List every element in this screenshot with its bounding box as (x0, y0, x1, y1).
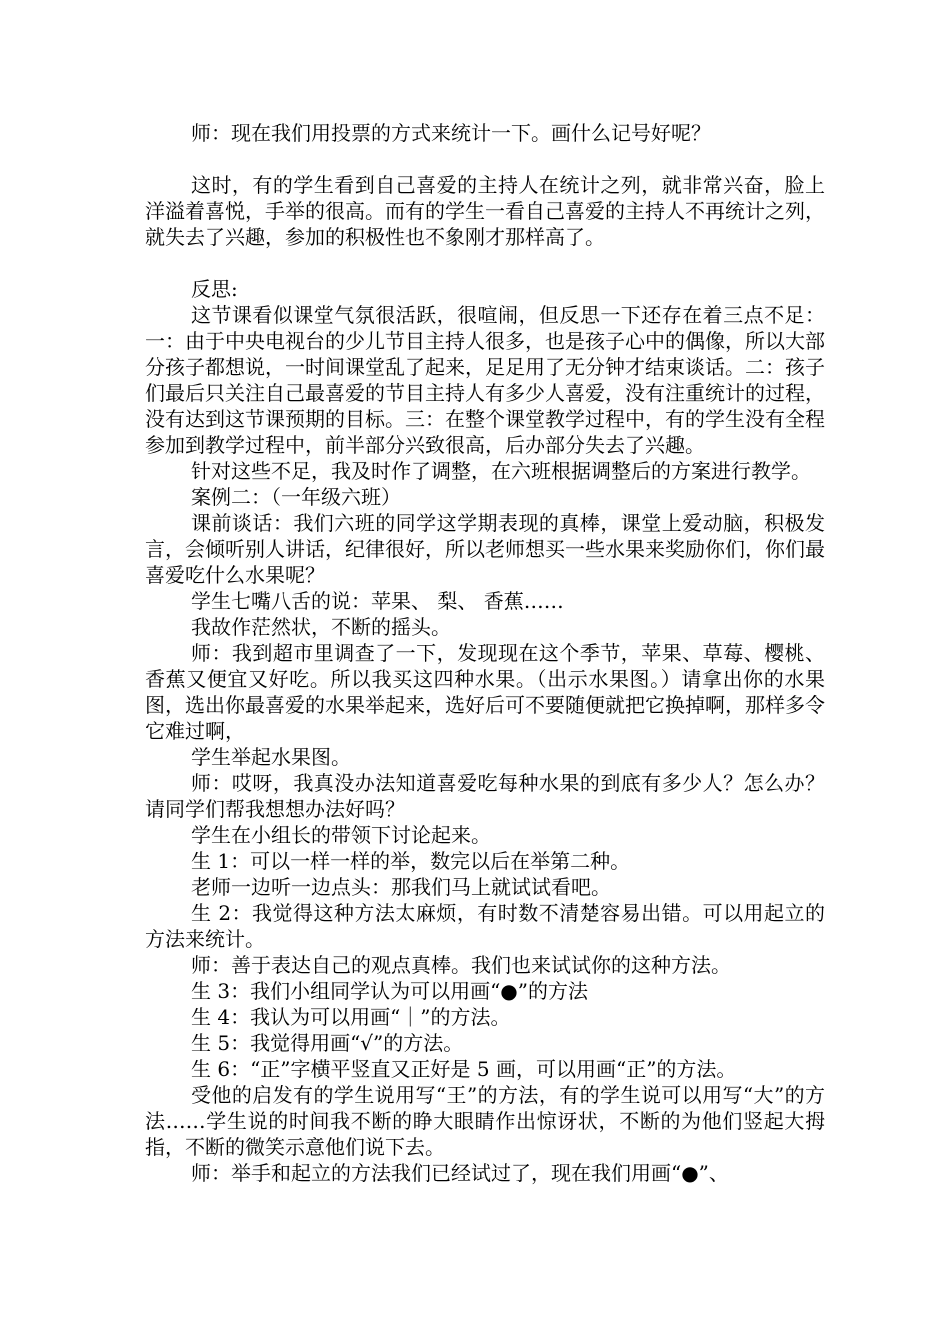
paragraph: 师：我到超市里调查了一下，发现现在这个季节，苹果、草莓、樱桃、香蕉又便宜又好吃。所以我买这四种水果。（出示水果图。）请拿出你的水果图，选出你最喜爱的水果举起来，选好后可不要随便就把它换掉啊，那样多令它难过啊， (145, 641, 825, 743)
paragraph: 课前谈话：我们六班的同学这学期表现的真棒，课堂上爱动脑，积极发言，会倾听别人讲话，纪律很好，所以老师想买一些水果来奖励你们，你们最喜爱吃什么水果呢？ (145, 511, 825, 587)
paragraph: 生 3：我们小组同学认为可以用画“●”的方法 (191, 979, 588, 1003)
paragraph: 师：现在我们用投票的方式来统计一下。画什么记号好呢？ (191, 121, 711, 145)
paragraph: 师：善于表达自己的观点真棒。我们也来试试你的这种方法。 (191, 953, 731, 977)
section-heading: 案例二：（一年级六班） (191, 485, 401, 509)
paragraph: 生 1：可以一样一样的举，数完以后在举第二种。 (191, 849, 631, 873)
paragraph: 针对这些不足，我及时作了调整，在六班根据调整后的方案进行教学。 (191, 459, 811, 483)
section-heading: 反思: (191, 277, 238, 301)
paragraph: 学生在小组长的带领下讨论起来。 (191, 823, 491, 847)
paragraph: 师：哎呀，我真没办法知道喜爱吃每种水果的到底有多少人？怎么办？请同学们帮我想想办法好吗？ (145, 771, 825, 821)
document-body (145, 120, 825, 1186)
paragraph: 生 5：我觉得用画“√”的方法。 (191, 1031, 464, 1055)
paragraph: 受他的启发有的学生说用写“王”的方法，有的学生说可以用写“大”的方法……学生说的时间我不断的睁大眼睛作出惊讶状，不断的为他们竖起大拇指，不断的微笑示意他们说下去。 (145, 1083, 825, 1159)
paragraph: 学生七嘴八舌的说：苹果、 梨、 香蕉…… (191, 589, 564, 613)
paragraph: 生 6：“正”字横平竖直又正好是 5 画，可以用画“正”的方法。 (191, 1057, 737, 1081)
paragraph: 我故作茫然状，不断的摇头。 (191, 615, 451, 639)
paragraph: 学生举起水果图。 (191, 745, 351, 769)
paragraph: 生 2：我觉得这种方法太麻烦，有时数不清楚容易出错。可以用起立的方法来统计。 (145, 901, 825, 951)
paragraph: 这节课看似课堂气氛很活跃，很喧闹，但反思一下还存在着三点不足：一：由于中央电视台的少儿节目主持人很多，也是孩子心中的偶像，所以大部分孩子都想说，一时间课堂乱了起来，足足用了无分钟才结束谈话。二：孩子们最后只关注自己最喜爱的节目主持人有多少人喜爱，没有注重统计的过程，没有达到这节课预期的目标。三：在整个课堂教学过程中，有的学生没有全程参加到教学过程中，前半部分兴致很高，后办部分失去了兴趣。 (145, 303, 825, 457)
paragraph: 生 4：我认为可以用画“｜”的方法。 (191, 1005, 511, 1029)
paragraph: 师：举手和起立的方法我们已经试过了，现在我们用画“●”、 (191, 1161, 729, 1185)
paragraph: 这时，有的学生看到自己喜爱的主持人在统计之列，就非常兴奋，脸上洋溢着喜悦，手举的很高。而有的学生一看自己喜爱的主持人不再统计之列，就失去了兴趣，参加的积极性也不象刚才那样高了。 (145, 173, 825, 249)
paragraph: 老师一边听一边点头：那我们马上就试试看吧。 (191, 875, 611, 899)
